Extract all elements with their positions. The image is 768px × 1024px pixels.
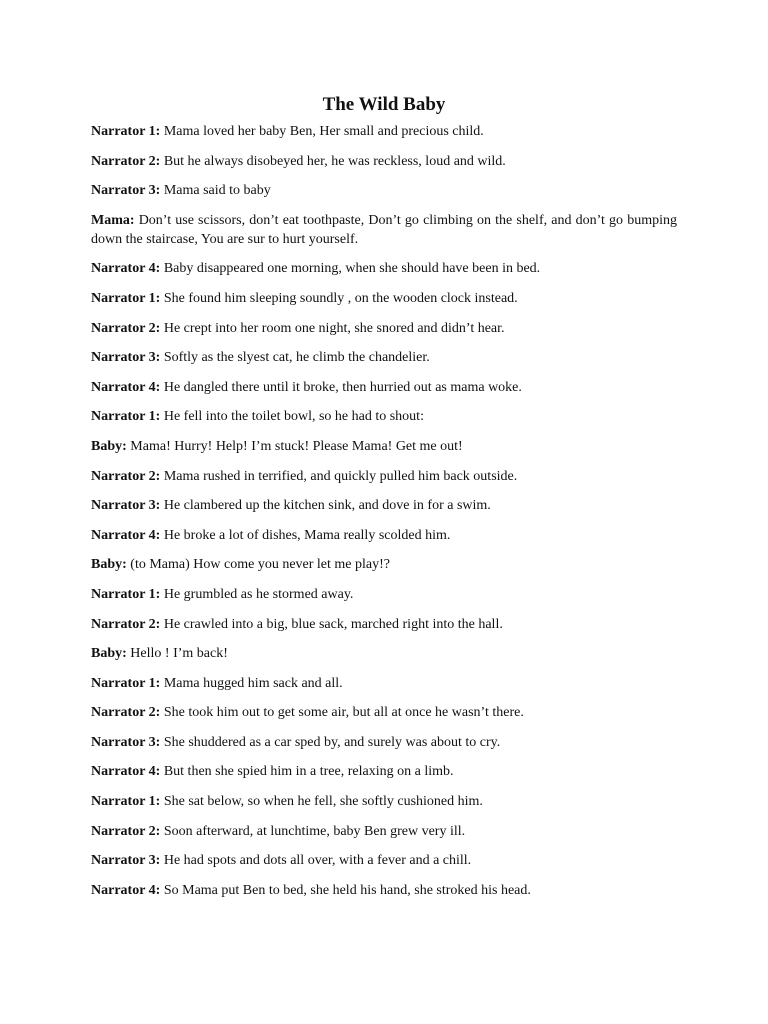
document-title: The Wild Baby	[322, 94, 446, 115]
line-text: (to Mama) How come you never let me play!?	[126, 557, 390, 573]
line-text: He had spots and dots all over, with a fever and a chill.	[160, 853, 472, 869]
script-line	[91, 122, 677, 141]
script-line	[91, 348, 677, 367]
script-line	[91, 703, 677, 722]
script-line	[91, 211, 677, 249]
speaker-label: Narrator 2:	[91, 823, 161, 839]
line-text: Soon afterward, at lunchtime, baby Ben grew very ill.	[160, 823, 466, 839]
script-line	[91, 792, 677, 811]
speaker-label: Narrator 3:	[91, 183, 161, 199]
script-line	[91, 437, 677, 456]
speaker-label: Narrator 4:	[91, 882, 161, 898]
line-text: He dangled there until it broke, then hurried out as mama woke.	[160, 379, 522, 395]
line-text: So Mama put Ben to bed, she held his hand, she stroked his head.	[160, 882, 531, 898]
script-line	[91, 319, 677, 338]
speaker-label: Narrator 3:	[91, 734, 161, 750]
script-line	[91, 378, 677, 397]
script-line	[91, 644, 677, 663]
script-line	[91, 181, 677, 200]
speaker-label: Narrator 1:	[91, 124, 161, 139]
speaker-label: Narrator 4:	[91, 379, 161, 395]
speaker-label: Narrator 3:	[91, 350, 161, 366]
line-text: Mama rushed in terrified, and quickly pulled him back outside.	[160, 468, 518, 484]
script-line	[91, 733, 677, 752]
script-line	[91, 674, 677, 693]
speaker-label: Narrator 2:	[91, 616, 161, 632]
speaker-label: Narrator 4:	[91, 261, 161, 277]
speaker-label: Narrator 1:	[91, 586, 161, 602]
line-text: Mama hugged him sack and all.	[160, 675, 343, 691]
speaker-label: Narrator 3:	[91, 498, 161, 514]
line-text: Don’t use scissors, don’t eat toothpaste, Don’t go climbing on the shelf, and don’t go bumping down the staircase, You are sur to hurt yourself.	[91, 212, 677, 247]
line-text: He crawled into a big, blue sack, marched right into the hall.	[160, 616, 503, 632]
script-line	[91, 615, 677, 634]
line-text: She shuddered as a car sped by, and surely was about to cry.	[160, 734, 501, 750]
script-line	[91, 289, 677, 308]
line-text: He broke a lot of dishes, Mama really scolded him.	[160, 527, 451, 543]
speaker-label: Narrator 2:	[91, 320, 161, 336]
script-page	[91, 92, 677, 910]
speaker-label: Narrator 2:	[91, 468, 161, 484]
script-line	[91, 407, 677, 426]
speaker-label: Narrator 4:	[91, 527, 161, 543]
script-line	[91, 526, 677, 545]
line-text: She took him out to get some air, but all at once he wasn’t there.	[160, 705, 524, 721]
line-text: Softly as the slyest cat, he climb the chandelier.	[160, 350, 430, 366]
script-line	[91, 822, 677, 841]
line-text: Baby disappeared one morning, when she should have been in bed.	[160, 261, 541, 277]
speaker-label: Baby:	[91, 646, 127, 662]
speaker-label: Narrator 2:	[91, 705, 161, 721]
speaker-label: Narrator 2:	[91, 153, 161, 169]
speaker-label: Narrator 1:	[91, 675, 161, 691]
line-text: Hello ! I’m back!	[126, 646, 228, 662]
speaker-label: Narrator 1:	[91, 290, 161, 306]
script-line	[91, 851, 677, 870]
script-line	[91, 496, 677, 515]
script-line	[91, 467, 677, 486]
line-text: He fell into the toilet bowl, so he had to shout:	[160, 409, 424, 425]
line-text: Mama loved her baby Ben, Her small and precious child.	[160, 124, 484, 139]
speaker-label: Narrator 1:	[91, 409, 161, 425]
script-line	[91, 585, 677, 604]
speaker-label: Baby:	[91, 438, 127, 454]
line-text: He crept into her room one night, she snored and didn’t hear.	[160, 320, 505, 336]
line-text: Mama said to baby	[160, 183, 271, 199]
line-text: She found him sleeping soundly , on the wooden clock instead.	[160, 290, 518, 306]
speaker-label: Narrator 3:	[91, 853, 161, 869]
script-line	[91, 259, 677, 278]
speaker-label: Narrator 1:	[91, 794, 161, 810]
script-line	[91, 881, 677, 900]
speaker-label: Baby:	[91, 557, 127, 573]
speaker-label: Narrator 4:	[91, 764, 161, 780]
script-line	[91, 762, 677, 781]
line-text: He clambered up the kitchen sink, and dove in for a swim.	[160, 498, 491, 514]
line-text: But then she spied him in a tree, relaxing on a limb.	[160, 764, 454, 780]
script-line	[91, 555, 677, 574]
script-line	[91, 152, 677, 171]
line-text: But he always disobeyed her, he was reckless, loud and wild.	[160, 153, 506, 169]
line-text: She sat below, so when he fell, she softly cushioned him.	[160, 794, 483, 810]
line-text: Mama! Hurry! Help! I’m stuck! Please Mama! Get me out!	[126, 438, 463, 454]
speaker-label: Mama:	[91, 212, 135, 228]
line-text: He grumbled as he stormed away.	[160, 586, 354, 602]
